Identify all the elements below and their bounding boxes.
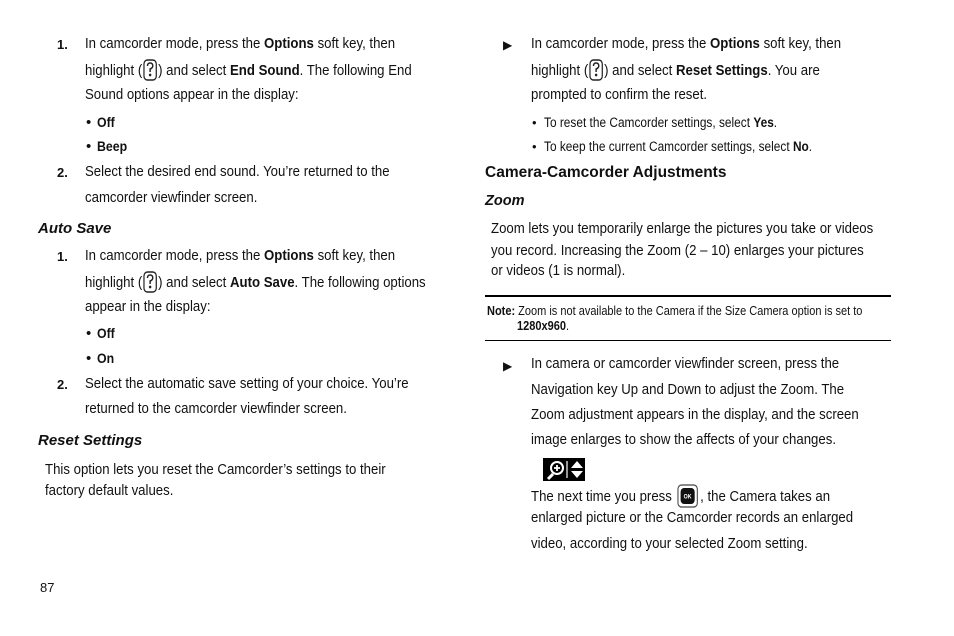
note-text: 1280x960.: [517, 319, 570, 333]
zoom-indicator-icon: [543, 458, 585, 485]
body-text: or videos (1 is normal).: [491, 262, 626, 279]
step-text: enlarged picture or the Camcorder records an enlarged: [531, 509, 854, 526]
step-text: highlight ( ) and select Reset Settings. You are: [531, 59, 820, 81]
note-bottom-rule: [485, 340, 891, 341]
ok-key-icon: [677, 484, 698, 512]
sub-bullet-text: To reset the Camcorder settings, select Yes.: [544, 115, 778, 130]
settings-key-icon: [589, 59, 603, 81]
option-off: Off: [97, 325, 115, 341]
section-heading: Camera-Camcorder Adjustments: [485, 164, 727, 181]
body-text: Zoom lets you temporarily enlarge the pictures you take or videos: [491, 220, 874, 237]
body-text: factory default values.: [45, 482, 174, 499]
step-text: The next time you press OK , the Camera takes an: [531, 484, 830, 512]
option-beep: Beep: [97, 138, 128, 154]
step-arrow-icon: ▶: [503, 359, 513, 373]
step-number: 1.: [57, 249, 68, 264]
step-text: returned to the camcorder viewfinder screen.: [85, 400, 347, 417]
step-text: Select the desired end sound. You’re returned to the: [85, 163, 390, 180]
step-text: In camcorder mode, press the Options soft key, then: [85, 247, 396, 264]
step-text: prompted to confirm the reset.: [531, 86, 708, 103]
page-number: 87: [40, 580, 55, 595]
body-text: This option lets you reset the Camcorder’s settings to their: [45, 461, 386, 478]
step-number: 1.: [57, 37, 68, 52]
body-text: you record. Increasing the Zoom (2 – 10) enlarges your pictures: [491, 242, 864, 259]
step-text: highlight ( ) and select End Sound. The following End: [85, 59, 412, 81]
step-text: appear in the display:: [85, 298, 211, 315]
step-text: Zoom adjustment appears in the display, and the screen: [531, 406, 859, 423]
step-arrow-icon: ▶: [503, 38, 513, 52]
settings-key-icon: [143, 271, 157, 293]
reset-settings-heading: Reset Settings: [38, 432, 143, 449]
step-text: In camera or camcorder viewfinder screen, press the: [531, 355, 840, 372]
option-off: Off: [97, 114, 115, 130]
bullet-icon: •: [532, 115, 537, 130]
step-text: video, according to your selected Zoom setting.: [531, 535, 808, 552]
step-text: image enlarges to show the affects of your changes.: [531, 431, 837, 448]
auto-save-heading: Auto Save: [38, 220, 112, 237]
step-text: In camcorder mode, press the Options soft key, then: [531, 35, 842, 52]
step-text: highlight ( ) and select Auto Save. The following options: [85, 271, 426, 293]
step-text: In camcorder mode, press the Options soft key, then: [85, 35, 396, 52]
sub-bullet-text: To keep the current Camcorder settings, select No.: [544, 139, 813, 154]
step-text: camcorder viewfinder screen.: [85, 189, 258, 206]
step-text: Navigation key Up and Down to adjust the Zoom. The: [531, 381, 845, 398]
bullet-icon: •: [86, 114, 92, 131]
zoom-heading: Zoom: [485, 193, 525, 209]
step-text: Sound options appear in the display:: [85, 86, 299, 103]
bullet-icon: •: [86, 350, 92, 367]
step-number: 2.: [57, 165, 68, 180]
bullet-icon: •: [86, 138, 92, 155]
step-text: Select the automatic save setting of your choice. You’re: [85, 375, 409, 392]
option-on: On: [97, 350, 115, 366]
bullet-icon: •: [86, 325, 92, 342]
step-number: 2.: [57, 377, 68, 392]
ok-key-label: OK: [683, 494, 692, 501]
settings-key-icon: [143, 59, 157, 81]
bullet-icon: •: [532, 139, 537, 154]
note-text: Note: Zoom is not available to the Camera if the Size Camera option is set to: [487, 304, 863, 318]
note-top-rule: [485, 295, 891, 297]
